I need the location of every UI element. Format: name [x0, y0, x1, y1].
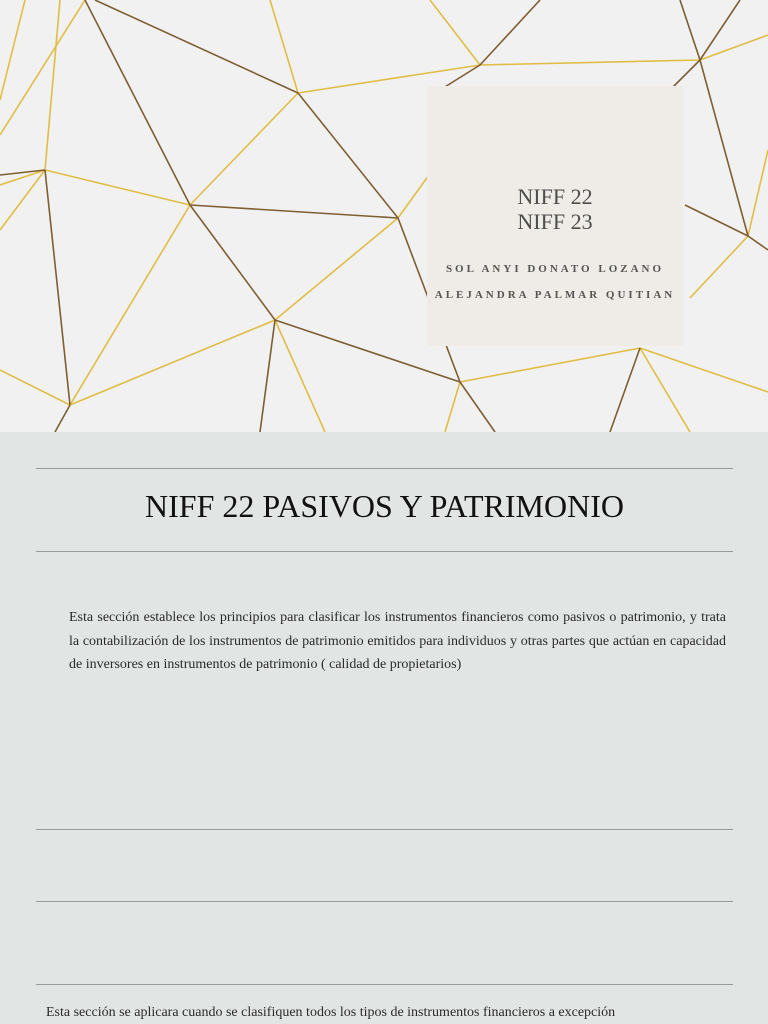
divider-under-title — [36, 551, 733, 552]
divider-2 — [36, 901, 733, 902]
title-line-1: NIFF 22 — [517, 184, 593, 209]
author-name-2: ALEJANDRA PALMAR QUITIAN — [434, 289, 676, 301]
divider-top — [36, 468, 733, 469]
divider-1 — [36, 829, 733, 830]
divider-3 — [36, 984, 733, 985]
title-card — [427, 86, 683, 346]
cover-banner — [0, 0, 768, 432]
section-footer-paragraph: Esta sección se aplicara cuando se clasifiquen todos los tipos de instrumentos financieros a excepción — [46, 1005, 616, 1020]
content-section — [0, 432, 768, 1024]
section-body-paragraph: Esta sección establece los principios para clasificar los instrumentos financieros como pasivos o patrimonio, y trata la contabilización de los instrumentos de patrimonio emitidos para individuos y otras partes que actúan en capacidad de inversores en instrumentos de patrimonio ( calidad de propietarios) — [69, 610, 726, 672]
section-title: NIFF 22 PASIVOS Y PATRIMONIO — [145, 488, 624, 524]
title-line-2: NIFF 23 — [517, 209, 593, 234]
author-name-1: SOL ANYI DONATO LOZANO — [445, 263, 665, 275]
